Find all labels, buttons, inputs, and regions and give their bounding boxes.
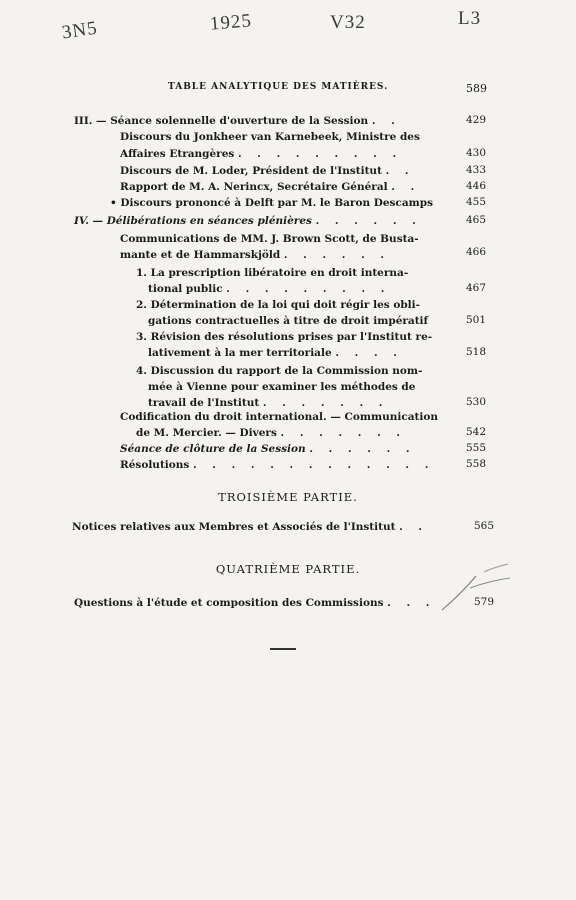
toc-text: travail de l'Institut . . . . . . . (148, 397, 389, 409)
annotation-4: L3 (458, 8, 482, 29)
toc-page: 446 (465, 180, 486, 192)
toc-page: 429 (465, 114, 486, 126)
toc-text: • Discours prononcé à Delft par M. le Baron Descamps (110, 197, 433, 209)
toc-page: 565 (473, 520, 494, 532)
annotation-3: V32 (330, 12, 366, 33)
toc-text: Codification du droit international. — Communication (120, 411, 439, 423)
toc-page: 430 (465, 147, 486, 159)
annotation-1: 3N5 (60, 17, 99, 44)
toc-text: Séance de clôture de la Session . . . . . . (120, 443, 416, 455)
part-heading: QUATRIÈME PARTIE. (215, 562, 361, 576)
toc-page: 555 (465, 442, 486, 454)
closing-rule (270, 648, 296, 650)
toc-text: Communications de MM. J. Brown Scott, de Busta- (120, 233, 419, 245)
toc-page: 433 (465, 164, 486, 176)
toc-text: Affaires Etrangères . . . . . . . . . (120, 148, 403, 160)
toc-text: gations contractuelles à titre de droit impératif (148, 315, 429, 327)
toc-text: 4. Discussion du rapport de la Commission nom- (136, 365, 423, 377)
toc-page: 530 (465, 396, 486, 408)
toc-page: 558 (465, 458, 486, 470)
toc-text: Notices relatives aux Membres et Associés de l'Institut . . (72, 521, 429, 533)
part-heading: TROISIÈME PARTIE. (218, 490, 358, 504)
toc-text: lativement à la mer territoriale . . . . (148, 347, 403, 359)
toc-page: 455 (465, 196, 486, 208)
toc-text: 3. Révision des résolutions prises par l'Institut re- (136, 331, 433, 343)
toc-page: 518 (465, 346, 486, 358)
toc-text: mante et de Hammarskjöld . . . . . . (120, 249, 391, 261)
annotation-2: 1925 (209, 10, 253, 35)
page-header (0, 82, 576, 96)
page-title: TABLE ANALYTIQUE DES MATIÈRES. (168, 82, 389, 92)
page-number: 589 (466, 82, 487, 95)
toc-text: Discours de M. Loder, Président de l'Institut . . (120, 165, 415, 177)
toc-text: Discours du Jonkheer van Karnebeek, Ministre des (120, 131, 420, 143)
toc-page: 466 (465, 246, 486, 258)
toc-page: 467 (465, 282, 486, 294)
toc-text: Questions à l'étude et composition des Commissions . . . (74, 597, 436, 609)
toc-text: Résolutions . . . . . . . . . . . . . (120, 459, 435, 471)
toc-page: 501 (465, 314, 486, 326)
toc-text: III. — Séance solennelle d'ouverture de la Session . . (74, 115, 401, 127)
toc-text: 1. La prescription libératoire en droit interna- (136, 267, 409, 279)
toc-text: mée à Vienne pour examiner les méthodes de (148, 381, 416, 393)
toc-text: 2. Détermination de la loi qui doit régir les obli- (136, 299, 421, 311)
toc-text: Rapport de M. A. Nerincx, Secrétaire Général . . (120, 181, 421, 193)
pencil-mark-icon (436, 558, 516, 618)
toc-page: 542 (465, 426, 486, 438)
toc-page: 579 (473, 596, 494, 608)
toc-text: tional public . . . . . . . . . (148, 283, 391, 295)
toc-text: de M. Mercier. — Divers . . . . . . . (136, 427, 407, 439)
toc-text: IV. — Délibérations en séances plénières . . . . . . (74, 215, 422, 227)
toc-page: 465 (465, 214, 486, 226)
